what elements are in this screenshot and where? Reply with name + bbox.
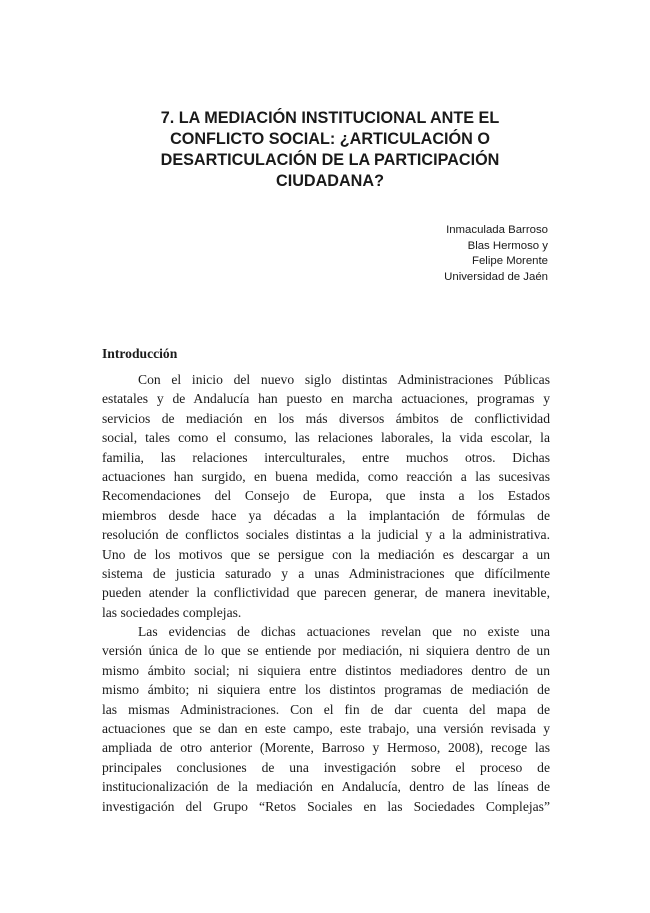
text-line: actuaciones han surgido, en buena medida, como reacción a las sucesivas xyxy=(102,468,550,484)
text-line: actuaciones que se dan en este campo, este trabajo, una versión revisada y xyxy=(102,721,550,737)
text-line: mismo ámbito; ni siquiera entre los distintos programas de mediación de xyxy=(102,682,550,698)
text-line: las sociedades complejas. xyxy=(102,604,242,620)
text-line: institucionalización de la mediación en Andalucía, dentro de las líneas de xyxy=(102,779,550,795)
text-line: Con el inicio del nuevo siglo distintas Administraciones Públicas xyxy=(138,372,550,387)
text-line: Uno de los motivos que se persigue con la mediación es descargar a un xyxy=(102,546,550,562)
text-line: pueden atender la conflictividad que parecen generar, de manera inevitable, xyxy=(102,585,550,601)
paragraph-1 xyxy=(102,370,550,622)
chapter-title xyxy=(150,108,510,192)
author-name: Inmaculada Barroso xyxy=(446,224,548,236)
text-line: Recomendaciones del Consejo de Europa, que insta a los Estados xyxy=(102,488,550,504)
text-line: miembros desde hace ya décadas a la implantación de fórmulas de xyxy=(102,507,550,523)
text-line: estatales y de Andalucía han puesto en marcha actuaciones, programas y xyxy=(102,391,550,407)
author-name: Felipe Morente xyxy=(472,255,548,267)
text-line: ampliada de otro anterior (Morente, Barroso y Hermoso, 2008), recoge las xyxy=(102,740,550,756)
author-affiliation: Universidad de Jaén xyxy=(444,270,548,283)
text-line: investigación del Grupo “Retos Sociales en las Sociedades Complejas” xyxy=(102,798,550,814)
title-line: 7. LA MEDIACIÓN INSTITUCIONAL ANTE EL xyxy=(160,109,500,127)
text-line: mismo ámbito social; ni siquiera entre distintos mediadores dentro de un xyxy=(102,662,550,678)
text-line: social, tales como el consumo, las relaciones laborales, la vida escolar, la xyxy=(102,430,550,446)
author-block xyxy=(444,223,548,285)
text-line: Las evidencias de dichas actuaciones revelan que no existe una xyxy=(138,624,550,640)
title-line: CONFLICTO SOCIAL: ¿ARTICULACIÓN O xyxy=(170,130,490,148)
text-line: las mismas Administraciones. Con el fin de dar cuenta del mapa de xyxy=(102,701,550,717)
author-name: Blas Hermoso y xyxy=(467,239,548,252)
text-line: principales conclusiones de una investigación sobre el proceso de xyxy=(102,759,550,775)
text-line: familia, las relaciones interculturales, entre muchos otros. Dichas xyxy=(102,449,550,465)
text-line: versión única de lo que se entiende por mediación, ni siquiera dentro de un xyxy=(102,643,550,659)
section-heading: Introducción xyxy=(102,346,178,361)
text-line: resolución de conflictos sociales distintas a la judicial y a la administrativa. xyxy=(102,527,550,543)
title-line: DESARTICULACIÓN DE LA PARTICIPACIÓN xyxy=(160,151,500,169)
paragraph-2 xyxy=(102,622,550,816)
title-line: CIUDADANA? xyxy=(276,172,384,190)
body-text xyxy=(102,370,550,816)
text-line: servicios de mediación en los más diversos ámbitos de conflictividad xyxy=(102,410,550,426)
text-line: sistema de justicia saturado y a unas Administraciones que difícilmente xyxy=(102,565,550,581)
